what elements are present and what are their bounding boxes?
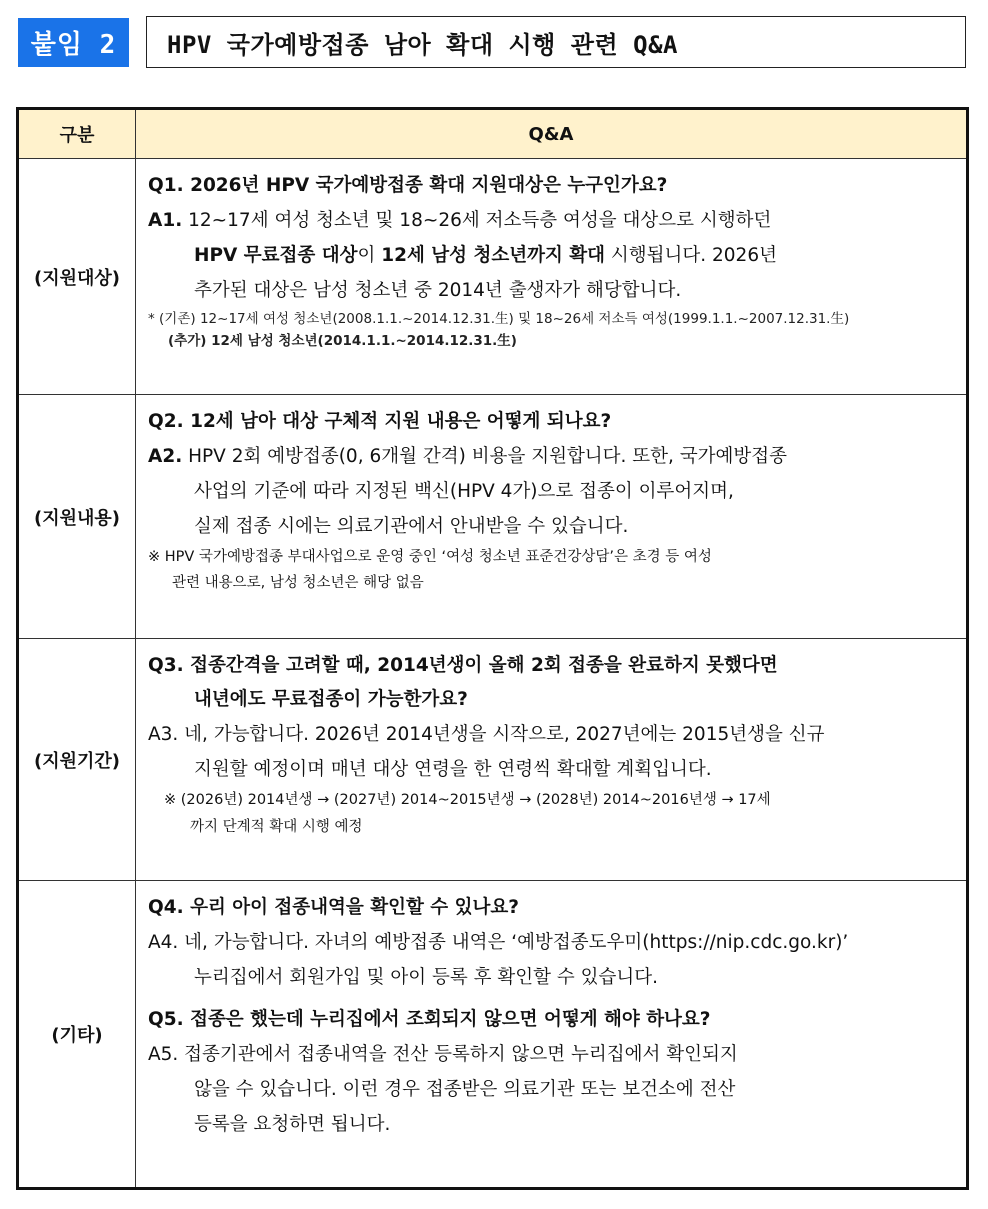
answer-text: A4. 네, 가능합니다. 자녀의 예방접종 내역은 ‘예방접종도우미(https://nip.cdc.go.kr)’ xyxy=(148,932,849,953)
category-cell: (지원내용) xyxy=(18,395,136,639)
question xyxy=(148,649,954,717)
answer-text: HPV 2회 예방접종(0, 6개월 간격) 비용을 지원합니다. 또한, 국가예방접종 xyxy=(188,446,788,467)
answer-label: A2. xyxy=(148,446,183,467)
footnote-text: 관련 내용으로, 남성 청소년은 해당 없음 xyxy=(172,575,424,591)
answer-emphasis: 12세 남성 청소년까지 확대 xyxy=(381,245,606,266)
footnote xyxy=(148,787,954,841)
footnote-text: ※ HPV 국가예방접종 부대사업으로 운영 중인 ‘여성 청소년 표준건강상담’은 초경 등 여성 xyxy=(148,549,712,565)
answer-text: 이 xyxy=(357,245,382,266)
table-row xyxy=(18,159,968,395)
answer-text: 12~17세 여성 청소년 및 18~26세 저소득층 여성을 대상으로 시행하던 xyxy=(188,210,772,231)
footnote-text: 까지 단계적 확대 시행 예정 xyxy=(190,819,363,835)
footnote xyxy=(148,544,954,596)
footnote-text: (추가) 12세 남성 청소년(2014.1.1.~2014.12.31.生) xyxy=(168,333,517,349)
question-text: Q3. 접종간격을 고려할 때, 2014년생이 올해 2회 접종을 완료하지 못했다면 xyxy=(148,655,778,676)
qa-cell xyxy=(136,639,968,881)
footnote xyxy=(148,308,954,352)
qa-cell xyxy=(136,395,968,639)
answer-text xyxy=(148,238,954,273)
footnote-text: ※ (2026년) 2014년생 → (2027년) 2014~2015년생 → (2028년) 2014~2016년생 → 17세 xyxy=(164,792,771,808)
answer xyxy=(148,717,954,787)
answer-text: 사업의 기준에 따라 지정된 백신(HPV 4가)으로 접종이 이루어지며, xyxy=(194,481,734,502)
answer-label: A1. xyxy=(148,210,183,231)
table-header-row xyxy=(18,109,968,159)
header-qa: Q&A xyxy=(136,109,968,159)
answer xyxy=(148,1037,954,1142)
answer-text: 시행됩니다. 2026년 xyxy=(605,245,777,266)
answer-text: 등록을 요청하면 됩니다. xyxy=(194,1114,391,1135)
qa-cell xyxy=(136,159,968,395)
answer-text: 누리집에서 회원가입 및 아이 등록 후 확인할 수 있습니다. xyxy=(194,967,658,988)
answer xyxy=(148,439,954,544)
answer-emphasis: HPV 무료접종 대상 xyxy=(194,245,358,266)
answer-text: 않을 수 있습니다. 이런 경우 접종받은 의료기관 또는 보건소에 전산 xyxy=(194,1079,736,1100)
answer xyxy=(148,925,954,995)
table-row xyxy=(18,395,968,639)
question: Q1. 2026년 HPV 국가예방접종 확대 지원대상은 누구인가요? xyxy=(148,175,668,196)
footnote-text: * (기존) 12~17세 여성 청소년(2008.1.1.~2014.12.31.生) 및 18~26세 저소득 여성(1999.1.1.~2007.12.31.生) xyxy=(148,311,850,327)
question: Q2. 12세 남아 대상 구체적 지원 내용은 어떻게 되나요? xyxy=(148,411,612,432)
attachment-badge: 붙임 2 xyxy=(18,18,129,67)
question: Q4. 우리 아이 접종내역을 확인할 수 있나요? xyxy=(148,897,519,918)
qa-table xyxy=(16,107,969,1190)
answer-text: 실제 접종 시에는 의료기관에서 안내받을 수 있습니다. xyxy=(194,516,629,537)
table-row xyxy=(18,881,968,1189)
answer xyxy=(148,203,954,308)
answer-text: 지원할 예정이며 매년 대상 연령을 한 연령씩 확대할 계획입니다. xyxy=(194,759,712,780)
answer-text: A5. 접종기관에서 접종내역을 전산 등록하지 않으면 누리집에서 확인되지 xyxy=(148,1044,738,1065)
qa-cell xyxy=(136,881,968,1189)
category-cell: (기타) xyxy=(18,881,136,1189)
answer-text: A3. 네, 가능합니다. 2026년 2014년생을 시작으로, 2027년에는 2015년생을 신규 xyxy=(148,724,825,745)
question: Q5. 접종은 했는데 누리집에서 조회되지 않으면 어떻게 해야 하나요? xyxy=(148,1009,711,1030)
table-row xyxy=(18,639,968,881)
question-text: 내년에도 무료접종이 가능한가요? xyxy=(194,689,468,710)
header-category: 구분 xyxy=(18,109,136,159)
category-cell: (지원대상) xyxy=(18,159,136,395)
category-cell: (지원기간) xyxy=(18,639,136,881)
answer-text: 추가된 대상은 남성 청소년 중 2014년 출생자가 해당합니다. xyxy=(194,280,682,301)
page-title: HPV 국가예방접종 남아 확대 시행 관련 Q&A xyxy=(146,16,966,68)
